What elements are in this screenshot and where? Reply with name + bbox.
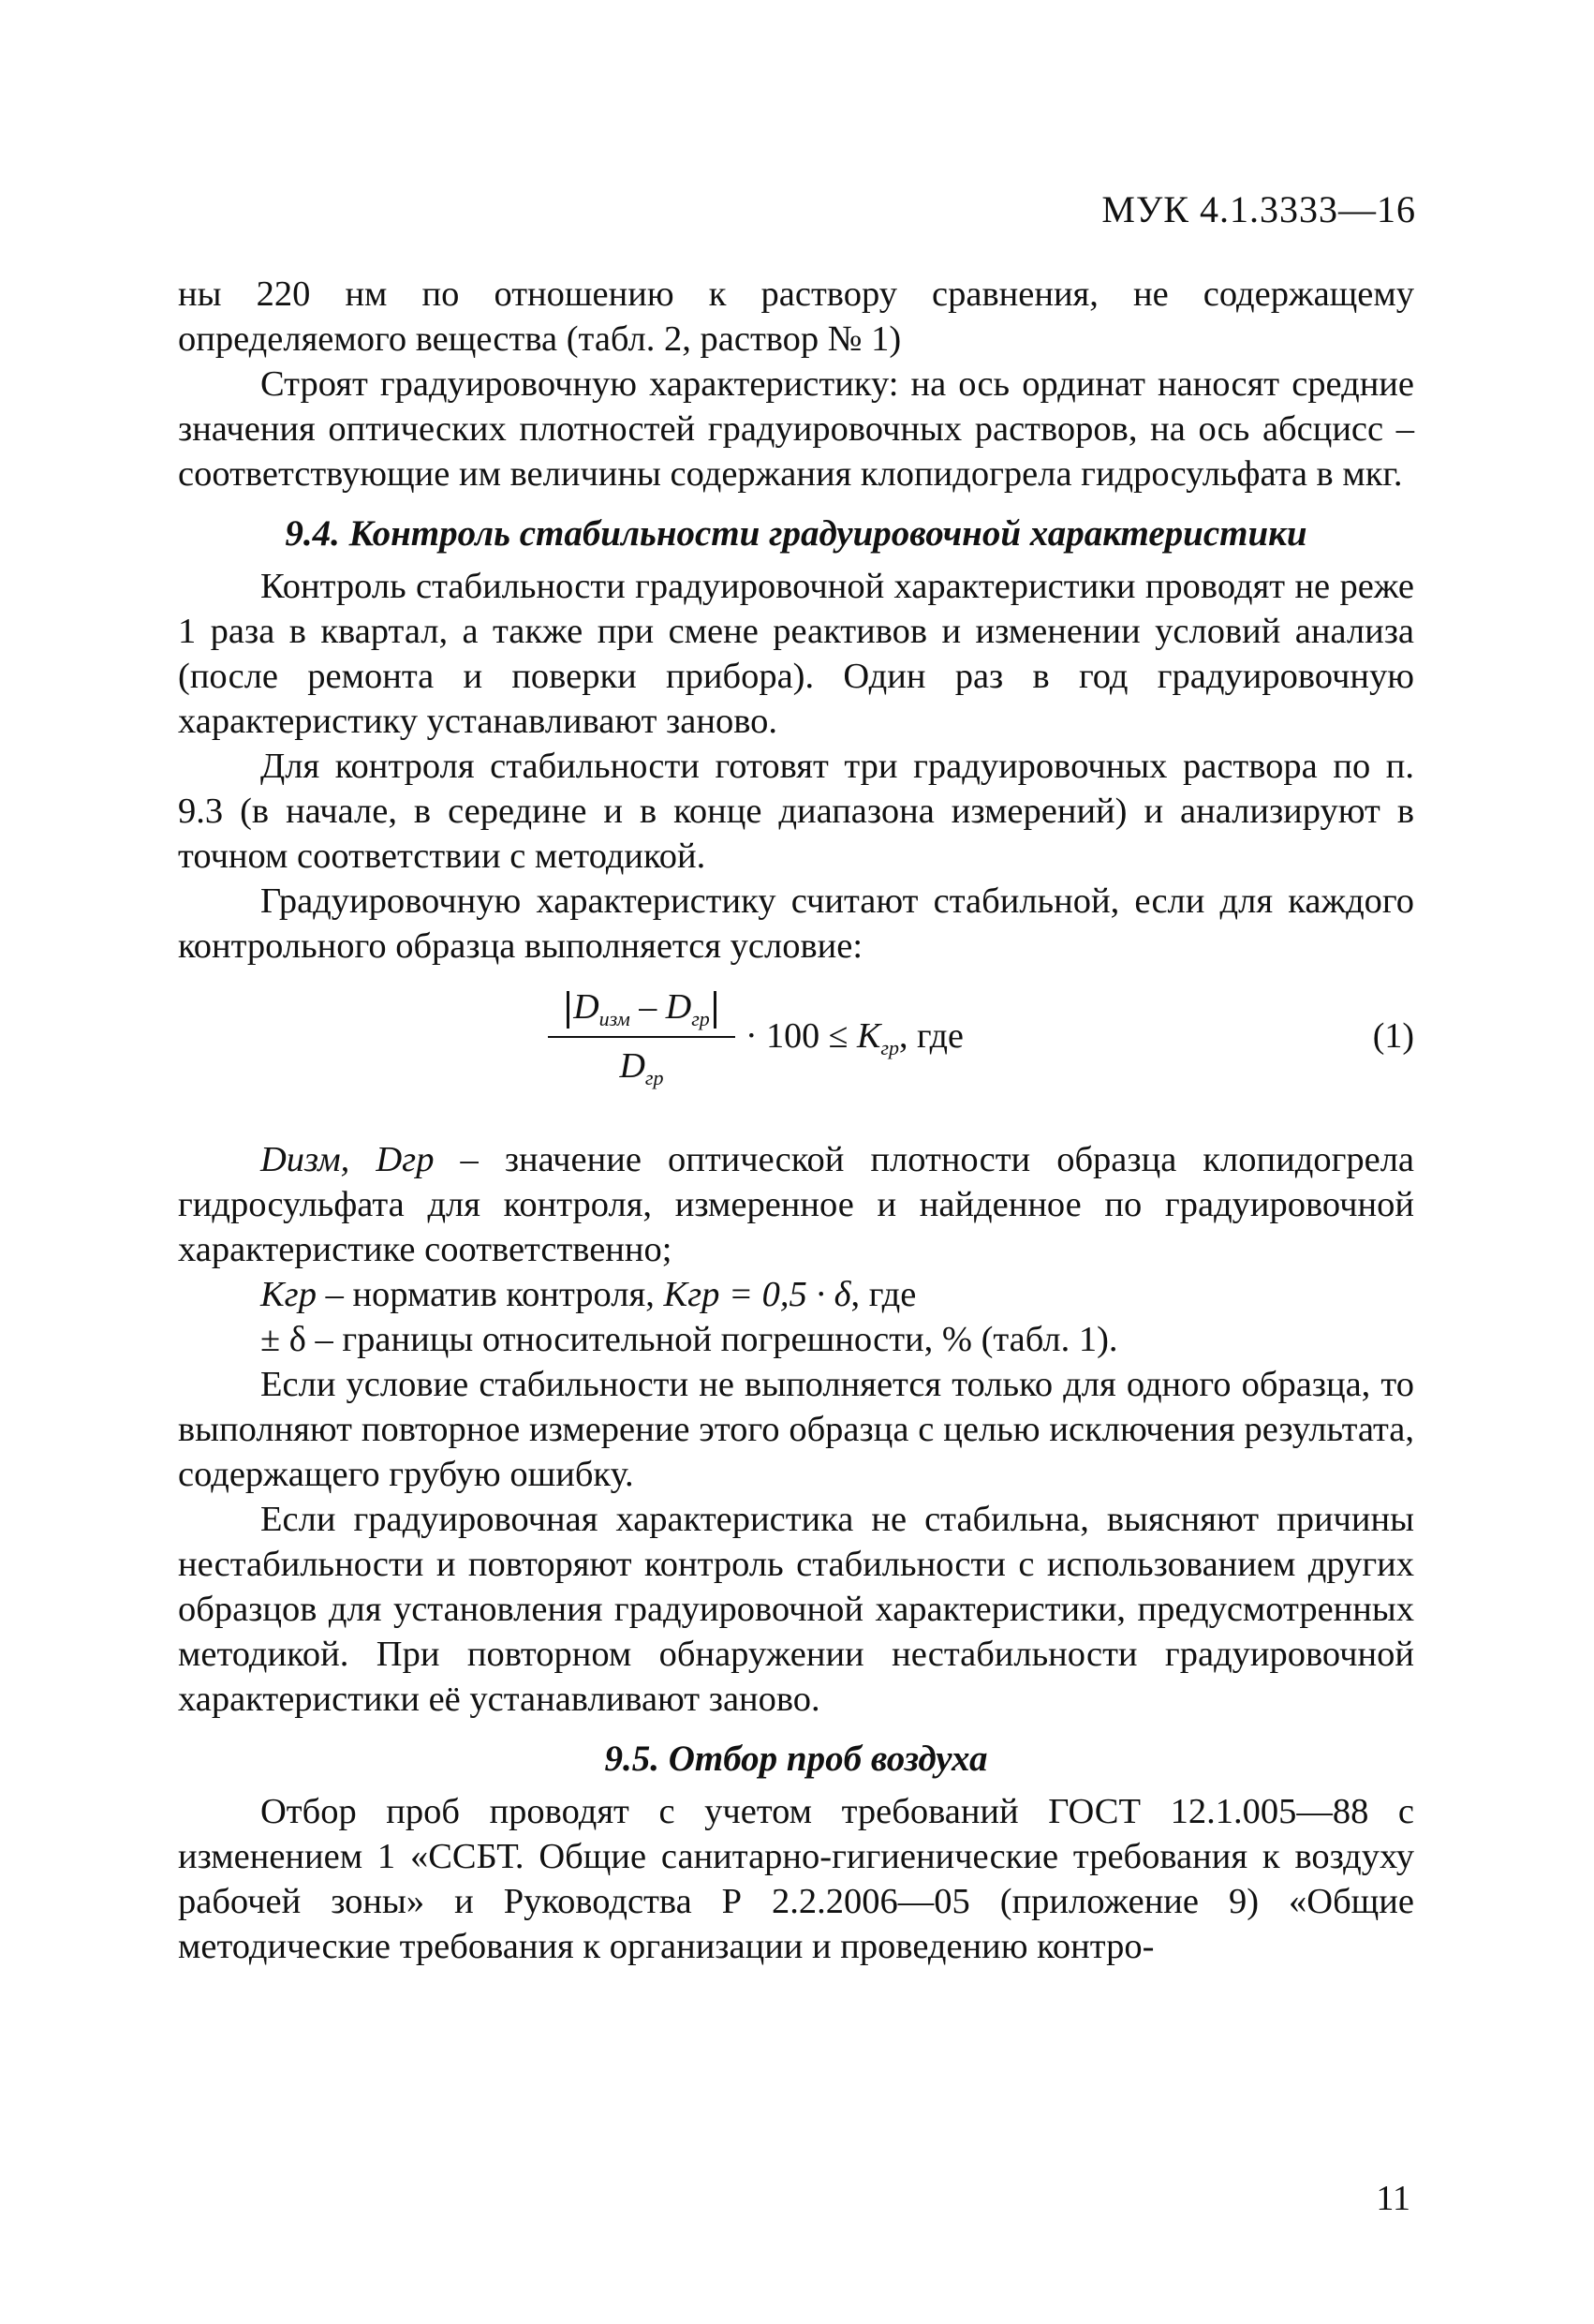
paragraph-control-solutions: Для контроля стабильности готовят три градуировочных раствора по п. 9.3 (в начале, в середине и в конце диапазона измерений) и анализируют в точном соответствии с методикой. (178, 747, 1414, 876)
equation-number: (1) (1372, 1016, 1414, 1056)
paragraph-continuation: ны 220 нм по отношению к раствору сравнения, не содержащему определяемого вещества (табл. 2, раствор № 1) (178, 274, 1414, 359)
paragraph-calibration-build: Строят градуировочную характеристику: на ось ординат наносят средние значения оптических плотностей градуировочных растворов, на ось абсцисс – соответствующие им величины содержания клопидогрела гидросульфата в мкг. (178, 364, 1414, 494)
paragraph-error-bounds: ± δ – границы относительной погрешности, % (табл. 1). (260, 1320, 1118, 1359)
paragraph-control-norm: Kгр – норматив контроля, Kгр = 0,5 · δ, где (260, 1275, 917, 1314)
paragraph-air-sampling: Отбор проб проводят с учетом требований ГОСТ 12.1.005—88 с изменением 1 «ССБТ. Общие санитарно-гигиенические требования к воздуху рабочей зоны» и Руководства Р 2.2.2006—05 (приложение 9) «Общие методические требования к организации и проведению контро- (178, 1792, 1414, 1966)
document-code-header: МУК 4.1.3333—16 (1101, 188, 1416, 230)
paragraph-symbols-definition: Dизм, Dгр – значение оптической плотности образца клопидогрела гидросульфата для контроля, измеренное и найденное по градуировочной характеристике соответственно; (178, 1140, 1414, 1269)
page-body (178, 272, 1414, 1969)
formula-numerator: $D_{изм} - D_{гр}$ (548, 980, 735, 1034)
paragraph-single-sample-failure: Если условие стабильности не выполняется только для одного образца, то выполняют повторное измерение этого образца с целью исключения результата, содержащего грубую ошибку. (178, 1365, 1414, 1494)
formula-1 (178, 980, 1414, 1130)
formula-fraction (548, 980, 735, 1090)
page-number: 11 (1376, 2179, 1410, 2218)
fraction-line (548, 1036, 735, 1038)
section-heading-9-5: 9.5. Отбор проб воздуха (604, 1739, 988, 1779)
formula-inequality: · $100 \le K_{гр}$, где (745, 1016, 964, 1059)
section-heading-9-4: 9.4. Контроль стабильности градуировочной характеристики (285, 513, 1307, 554)
paragraph-stability-condition: Градуировочную характеристику считают стабильной, если для каждого контрольного образца выполняется условие: (178, 881, 1414, 966)
formula-denominator: $D_{гр}$ (619, 1046, 664, 1089)
paragraph-unstable-characteristic: Если градуировочная характеристика не стабильна, выясняют причины нестабильности и повторяют контроль стабильности с использованием других образцов для установления градуировочной характеристики, предусмотренных методикой. При повторном обнаружении нестабильности градуировочной характеристики её устанавливают заново. (178, 1500, 1414, 1719)
paragraph-stability-control: Контроль стабильности градуировочной характеристики проводят не реже 1 раза в квартал, а также при смене реактивов и изменении условий анализа (после ремонта и поверки прибора). Один раз в год градуировочную характеристику устанавливают заново. (178, 567, 1414, 741)
